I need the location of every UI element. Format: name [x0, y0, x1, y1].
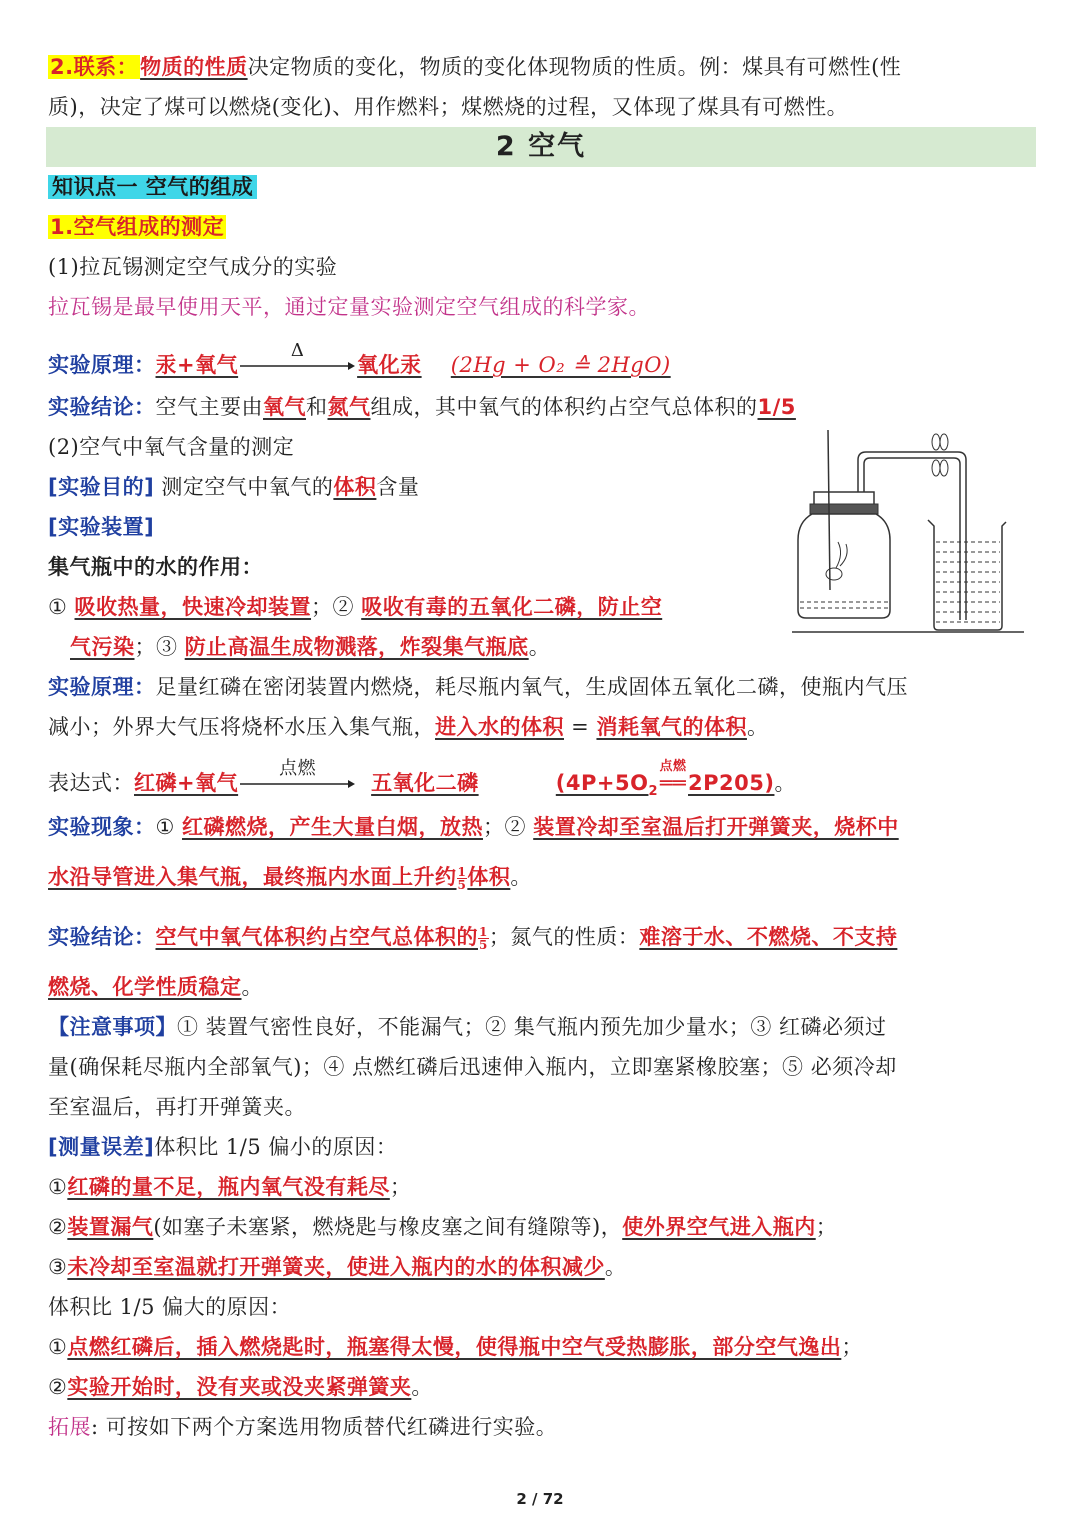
- chemical-equation: ($4P+5O_2$ 点燃 ══2P205): [555, 759, 775, 800]
- key-term: 物质的性质: [140, 55, 248, 79]
- apparatus-diagram: [788, 430, 1028, 640]
- phenomenon-line: 水沿导管进入集气瓶，最终瓶内水面上升约 $\frac{1}{5}$ 体积。: [48, 865, 532, 892]
- paragraph-text: (1)拉瓦锡测定空气成分的实验: [48, 255, 338, 279]
- error-heading: 体积比 1/5 偏大的原因：: [48, 1295, 292, 1319]
- expression-line: 表达式：红磷+氧气 点燃 五氧化二磷 ($4P+5O_2$ 点燃 ══2P205)。: [48, 758, 796, 800]
- apparatus-heading: [实验装置]: [48, 515, 155, 539]
- error-item: ①点燃红磷后，插入燃烧匙时，瓶塞得太慢，使得瓶中空气受热膨胀，部分空气逸出；: [48, 1335, 863, 1359]
- principle-line: 实验原理：汞+氧气 Δ 氧化汞 (2Hg + O₂ ≙ 2HgO): [48, 350, 1036, 380]
- highlight-sentence: 拉瓦锡是最早使用天平，通过定量实验测定空气组成的科学家。: [48, 295, 650, 319]
- conclusion-line: 燃烧、化学性质稳定。: [48, 975, 263, 999]
- extension-line: 拓展: 可按如下两个方案选用物质替代红磷进行实验。: [48, 1415, 558, 1439]
- paragraph-text: 决定物质的变化，物质的变化体现物质的性质。例：煤具有可燃性(性: [247, 55, 902, 79]
- item-label: 联系：: [73, 55, 139, 79]
- conclusion-line: 实验结论：空气主要由氧气和氮气组成，其中氧气的体积约占空气总体积的1/5: [48, 395, 796, 419]
- purpose-line: [实验目的] 测定空气中氧气的体积含量: [48, 475, 420, 499]
- error-item: ②实验开始时，没有夹或没夹紧弹簧夹。: [48, 1375, 433, 1399]
- chemical-equation: (2Hg + O₂ ≙ 2HgO): [450, 353, 671, 377]
- reaction-arrow: 点燃: [240, 768, 355, 798]
- item-number: 2.: [50, 55, 74, 79]
- principle-line: 减小；外界大气压将烧杯水压入集气瓶，进入水的体积 = 消耗氧气的体积。: [48, 715, 769, 739]
- error-item: ③未冷却至室温就打开弹簧夹，使进入瓶内的水的体积减少。: [48, 1255, 627, 1279]
- phenomenon-line: 实验现象：① 红磷燃烧，产生大量白烟，放热；② 装置冷却至室温后打开弹簧夹，烧杯中: [48, 815, 899, 839]
- knowledge-point-heading: 知识点一 空气的组成: [48, 172, 1036, 202]
- error-item: ②装置漏气(如塞子未塞紧，燃烧匙与橡皮塞之间有缝隙等)，使外界空气进入瓶内；: [48, 1215, 838, 1239]
- fraction: $\frac{1}{5}$: [479, 925, 488, 952]
- water-role-line: ① 吸收热量，快速冷却装置；② 吸收有毒的五氧化二磷，防止空: [48, 595, 663, 619]
- water-role-line: 气污染；③ 防止高温生成物溅落，炸裂集气瓶底。: [70, 635, 551, 659]
- error-heading: [测量误差]体积比 1/5 偏小的原因：: [48, 1135, 398, 1159]
- notes-line: 至室温后，再打开弹簧夹。: [48, 1095, 306, 1119]
- paragraph-text: (2)空气中氧气含量的测定: [48, 435, 295, 459]
- error-item: ①红磷的量不足，瓶内氧气没有耗尽；: [48, 1175, 412, 1199]
- paragraph-relation: [48, 52, 1036, 82]
- notes-line: 量(确保耗尽瓶内全部氧气)；④ 点燃红磷后迅速伸入瓶内，立即塞紧橡胶塞；⑤ 必须冷却: [48, 1055, 897, 1079]
- notes-line: 【注意事项】① 装置气密性良好，不能漏气；② 集气瓶内预先加少量水；③ 红磷必须过: [48, 1015, 887, 1039]
- conclusion-line: 实验结论：空气中氧气体积约占空气总体积的 $\frac{1}{5}$ ；氮气的性质：难溶于水、不燃烧、不支持: [48, 925, 898, 952]
- water-role-heading: 集气瓶中的水的作用：: [48, 555, 263, 579]
- reaction-arrow: Δ: [240, 350, 355, 380]
- subheading: 1.空气组成的测定: [50, 215, 225, 239]
- section-title: 2 空气: [46, 127, 1036, 167]
- page-number: 2 / 72: [516, 1490, 564, 1508]
- principle-line: 实验原理：足量红磷在密闭装置内燃烧，耗尽瓶内氧气，生成固体五氧化二磷，使瓶内气压: [48, 675, 908, 699]
- paragraph-text: 质)，决定了煤可以燃烧(变化)、用作燃料；煤燃烧的过程，又体现了煤具有可燃性。: [48, 95, 849, 119]
- fraction: $\frac{1}{5}$: [457, 865, 467, 892]
